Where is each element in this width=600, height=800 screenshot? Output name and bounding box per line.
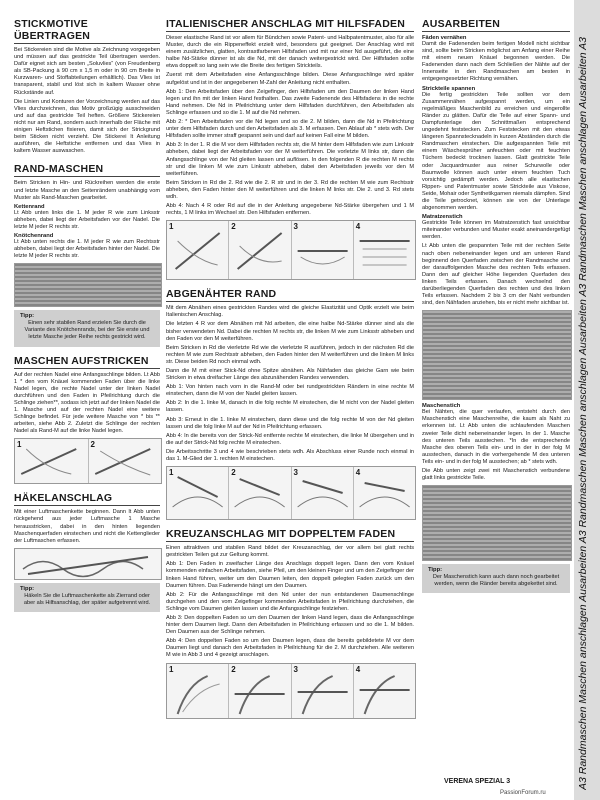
paragraph: Abb 4: In die bereits von der Strick-Nd entfernte rechte M einstechen, die linke M übergehen und in die auf der Strick-Nd folg rechte M einstechen. xyxy=(166,432,414,446)
paragraph: Abb 3: In der 1. R die M vor dem Hilfsfaden rechts str, die M hinter dem Hilfsfaden wie zum Linksstr abheben, dabei liegt der Arbeitsfaden vor der M weiterführen. Die vorletzte M links str, dann die Anfangsschlinge von der Nd gleiten lassen und auflösen. In den folgenden R die rechten M rechts str und die linken M wie zum Linksstr abheben, dabei den Arbeitsfaden jeweils vor den M weiterführen. xyxy=(166,142,414,177)
mattress-stitch-photo xyxy=(422,310,572,400)
paragraph: Abb 1: Von hinten nach vorn in die Rand-M oder bei rundgestrickten Rändern in eine rechte M einstechen, dann die M von der Nadel gleiten lassen. xyxy=(166,384,414,398)
figure-2: 2 xyxy=(229,664,291,718)
grafting-stitch-photo xyxy=(422,485,572,561)
section-stickmotive xyxy=(14,18,160,155)
paragraph: Abb 4: Nach 4 R oder Rd auf die in der Anleitung angegebene Nd-Stärke übergehen und 1 M rechts, 1 M links im Wechsel str. Den Hilfsfaden entfernen. xyxy=(166,203,414,217)
column-right xyxy=(422,18,570,601)
illustration-italienisch xyxy=(166,220,416,280)
paragraph: Lt Abb unten die gespannten Teile mit der rechten Seite nach oben nebeneinander legen und am unteren Rand beginnend den Querfaden zwischen der Randmasche und der darauffolgenden Masche des rechten Teils erfassen. Dann den auf gleicher Höhe liegenden Querfaden des linken Teils erfassen. Danach wechselnd den darüberliegenden Querfaden des rechten und des linken Teils erfassen. Nachdem 2 bis 3 cm der Naht verbunden sind, den Nähfaden anziehen, bis er nicht mehr sichtbar ist. xyxy=(422,243,570,307)
tip-text: Der Maschenstich kann auch dann noch gearbeitet werden, wenn die Ränder bereits abgekettet sind. xyxy=(432,574,560,588)
paragraph: Abb 1: Den Arbeitsfaden über den Zeigefinger, den Hilfsfaden um den Daumen der linken Hand legen und ihn mit der linken Hand festhalten. Das zweite Fadenende des Hilfsfadens in die rechte Hand nehmen. Die Nd in Pfeilrichtung unter dem Hilfsfaden durchführen, den Arbeitsfaden als Schlinge erfassen und so die 1. M auf die Nd nehmen. xyxy=(166,88,414,116)
figure-3: 3 xyxy=(292,467,354,519)
paragraph: Abb 2: In die 1. linke M, danach in die folg rechte M einstechen, die M nicht von der Nadel gleiten lassen. xyxy=(166,400,414,414)
paragraph: Die fertig gestrickten Teile sollten vor dem Zusammennähen aufgespannt werden, um ein regelmäßiges Maschenbild zu erreichen und eingerollte Ränder zu glätten. Dafür die Teile auf einer Spann- und Dampfunterlage den Schnittmaßen entsprechend ungedehnt feststecken. Zum Feststecken mit den etwas längeren Spannstecknadeln in kurzen Abständen durch die Randmaschen einstechen. Die aufgespannten Teile mit einem Wäschesprüher anfeuchten oder mit feuchten Tüchern bedeckt trocknen lassen. Glatt gestrickte Teile oder Jacquardmuster aus reiner Schurwolle oder Baumwolle können auch unter einem feuchten Tuch vorsichtig gedämpft werden. Jedoch alle elastischen Rippen- und Patentmuster sowie Strickteile aus Viskose, Seide, Mohair oder Synthetikgarnen niemals dämpfen. Sind die Teile getrocknet, können sie von der Unterlage abgenommen werden. xyxy=(422,91,570,212)
section-title: HÄKELANSCHLAG xyxy=(14,492,160,506)
tip-box xyxy=(14,310,160,346)
figure-2: 2 xyxy=(229,467,291,519)
tip-label: Tipp: xyxy=(20,313,35,320)
paragraph: Beim Stricken in Hin- und Rückreihen werden die erste und letzte Masche an den Seitenrändern unabhängig vom Muster als Rand-Maschen gearbeitet. xyxy=(14,180,160,201)
sidebar-text: A3 Randmaschen Maschen anschlagen Ausarbeiten A3 Randmaschen Maschen anschlagen Ausarbeiten A3 Randmaschen Maschen anschlagen Ausarbeiten A3 xyxy=(577,37,589,790)
figure-4: 4 xyxy=(354,467,415,519)
paragraph: Die Linien und Konturen der Vorzeichnung werden auf das Vlies durchzeichnen, das Motiv großzügig ausschneiden und auf das gestrickte Teil heften. Größere Stickereien nicht nur am Rand, sondern auch innerhalb der Fläche mit einigen Heftstichen fixieren, damit sich der Strickgrund beim Sticken nicht verzieht. Die Stickerei lt Anleitung ausführen, die Heftstiche entfernen und das Vlies in kaltem Wasser auswaschen. xyxy=(14,98,160,155)
tip-box xyxy=(14,583,160,612)
section-title: STICKMOTIVE ÜBERTRAGEN xyxy=(14,18,160,44)
illustration-aufstricken xyxy=(14,438,162,484)
paragraph: Damit die Fadenenden beim fertigen Modell nicht sichtbar sind, sollte beim Stricken möglichst am Anfang einer Reihe mit einem neuen Knäuel begonnen werden. Die Fadenenden dann nach dem Schließen der Nähte auf der Innenseite in den Randmaschen am besten in entgegengesetzter Richtung vernähen. xyxy=(422,41,570,83)
edge-stitch-photo xyxy=(14,263,162,307)
subheading: Matratzenstich xyxy=(422,214,463,221)
section-italienischer-anschlag xyxy=(166,18,414,280)
illustration-haekelanschlag xyxy=(14,548,162,580)
chapter-sidebar xyxy=(574,0,600,800)
paragraph: Lt Abb unten rechts die 1. M jeder R wie zum Rechtsstr abheben, dabei liegt der Arbeitsfaden hinter der Nadel. Die letzte M jeder R rechts str. xyxy=(14,238,160,260)
section-abgenaehter-rand xyxy=(166,288,414,520)
subheading: Kettenrand xyxy=(14,203,45,210)
section-ausarbeiten xyxy=(422,18,570,593)
paragraph: Die Arbeitsschritte 3 und 4 wie beschrieben stets wdh. Als Abschluss einer Runde noch einmal in das 1. M-Glied der 1. rechten M einstechen. xyxy=(166,448,414,463)
figure-4: 4 xyxy=(354,664,415,718)
paragraph: Mit dem Abnähen eines gestrickten Randes wird die gleiche Elastizität und Optik erzielt wie beim Italienischen Anschlag. xyxy=(166,305,414,319)
illustration-abgenaeht xyxy=(166,466,416,520)
paragraph: Zuerst mit dem Arbeitsfaden eine Anfangsschlinge bilden. Diese Anfangsschlinge wird später aufgelöst und ist in der angegebenen M-Zahl der Anleitung nicht enthalten. xyxy=(166,72,414,86)
illustration-kreuzanschlag xyxy=(166,663,416,719)
paragraph: Abb 2: * Den Arbeitsfaden vor die Nd legen und so die 2. M bilden, dann die Nd in Pfeilrichtung unter dem Hilfsfaden durch und den Arbeitsfaden als 3. M erfassen. Den Ablauf ab * stets wdh. Der Hilfsfaden sollte immer straff gespannt sein und darf auf keinen Fall eine M bilden. xyxy=(166,119,414,140)
figure-3: 3 xyxy=(292,664,354,718)
column-left xyxy=(14,18,160,620)
section-title: KREUZANSCHLAG MIT DOPPELTEM FADEN xyxy=(166,528,414,542)
paragraph: Beim Stricken in Rd die vierletzte Rd wie die vierletzte R ausführen, jedoch in der nächsten Rd die rechten M wie zum Rechtsstr abheben, den Faden hinter den M weiterführen und die linken M links str. Diese beiden Rd noch einmal wdh. xyxy=(166,344,414,365)
section-title: AUSARBEITEN xyxy=(422,18,570,32)
figure-4: 4 xyxy=(354,221,415,279)
subheading: Strickteile spannen xyxy=(422,85,476,92)
paragraph: Bei Nähten, die quer verlaufen, entsteht durch den Maschenstich eine Maschenreihe, die kaum als Naht zu erkennen ist. Lt Abb unten die schlaufenden Maschen zweier Teile dicht nebeneinander legen. In der 1. Masche des unteren Teils ausstechen. *In die entsprechende Masche des oberen Teils ein- und in der in der folg M ausstechen, danach in die vorhergehende M des unteren Teils ein- und in der folg M ausstechen; ab * stets wdh. xyxy=(422,409,570,465)
paragraph: Gestrickte Teile können im Matratzenstich fast unsichtbar miteinander verbunden und Muster exakt aneinandergefügt werden. xyxy=(422,220,570,241)
paragraph: Dann die M mit einer Stick-Nd ohne Spitze abnähen. Als Nähfaden das gleiche Garn wie beim Stricken in etwa dreifacher Länge des abzunähenden Randes verwenden. xyxy=(166,368,414,382)
tip-box xyxy=(422,564,570,593)
subheading: Fäden vernähen xyxy=(422,35,467,41)
figure-1: 1 xyxy=(167,664,229,718)
paragraph: Beim Stricken in Rd die 2. Rd wie die 2. R str und in der 3. Rd die rechten M wie zum Rechtsstr abheben, den Faden hinter den M weiterführen und die linken M links str. Die 2. und 3. Rd stets wdh. xyxy=(166,179,414,200)
figure-1: 1 xyxy=(15,439,89,483)
column-middle xyxy=(166,18,414,727)
tip-text: Häkeln Sie die Luftmaschenkette als Zierrand oder aber als Hilfsanschlag, der später aufgetrennt wird. xyxy=(23,592,151,606)
figure-1: 1 xyxy=(167,467,229,519)
figure-2: 2 xyxy=(229,221,291,279)
tip-text: Einen sehr stabilen Rand erzielen Sie durch die Variante des Knötchenrands, bei der Sie erste und letzte Masche jeder Reihe rechts gestrickt wird. xyxy=(24,320,150,341)
paragraph: Abb 3: Den doppelten Faden so um den Daumen der linken Hand legen, dass die Anfangsschlinge hinter dem Daumen liegt. Dann den Arbeitsfaden in Pfeilrichtung erfassen und so die 1. M bilden. Den Daumen aus der Schlinge nehmen. xyxy=(166,614,414,636)
page-footer-brand: VERENA SPEZIAL 3 xyxy=(444,778,511,785)
paragraph: Einen attraktiven und stabilen Rand bildet der Kreuzanschlag, der vor allem bei glatt rechts gestrickten Teilen gut zur Geltung kommt. xyxy=(166,545,414,559)
section-title: RAND-MASCHEN xyxy=(14,163,160,177)
subheading: Maschenstich xyxy=(422,403,461,410)
figure-crochet-chain xyxy=(15,549,161,579)
page-footer-watermark: PassionForum.ru xyxy=(500,790,546,796)
subheading: Knötchenrand xyxy=(14,232,54,239)
paragraph: Dieser elastische Rand ist vor allem für Bündchen sowie Patent- und Halbpatentmuster, also für alle Muster, durch die ein Rippeneffekt erzielt wird, besonders gut geeignet. Der Anschlag wird mit einem zusätzlichen, glatten, kontrastfarbenen Hilfsfaden und mit nur einer Nd ausgeführt, die eine halbe Nd-Stärke dünner ist als die Nd, mit der danach weitergestrickt wird. Der Hilfsfaden sollte etwa doppelt so lang sein wie die Breite des fertigen Strickteils. xyxy=(166,35,414,70)
section-title: ITALIENISCHER ANSCHLAG MIT HILFSFADEN xyxy=(166,18,414,32)
paragraph: Abb 1: Den Faden in zweifacher Länge des Anschlags doppelt legen. Dann den vom Knäuel kommenden einfachen Arbeitsfaden, siehe Pfeil, um den kleinen Finger und um den Zeigefinger der linken Hand führen, weiter um den Daumen leiten, den doppelt gelegten Faden zurück um den Daumen führen. Das Fadenende hängt um den Daumen. xyxy=(166,561,414,589)
paragraph: Mit einer Luftmaschenkette beginnen. Dann lt Abb unten rückgehend aus jeder Luftmasche 1 Masche herausstricken, dabei in den hinten liegenden Maschenquerfaden einstechen und nicht die Kettenglieder der Luftmaschen erfassen. xyxy=(14,509,160,544)
paragraph: Bei Stickereien sind die Motive als Zeichnung vorgegeben und müssen auf das gestrickte Teil übertragen werden. Dafür eignet sich am besten „Soluvlies“ (von Freudenberg als SB-Packung à 90 cm x 1,5 m oder in 90 cm Breite in Kurzwaren- und Stoffabteilungen erhältlich). Das Vlies ist transparent, stabil und löst sich in kaltem Wasser ohne Rückstände auf. xyxy=(14,47,160,96)
tip-label: Tipp: xyxy=(20,585,35,592)
paragraph: Die letzten 4 R vor dem Abnähen mit Nd arbeiten, die eine halbe Nd-Stärke dünner sind als die bisher verwendeten Nd. Dabei die rechten M rechts str, die linken M wie zum Linksstr abheben und den Faden vor den M weiterführen. xyxy=(166,321,414,342)
section-title: MASCHEN AUFSTRICKEN xyxy=(14,355,160,369)
paragraph: Abb 2: Für die Anfangsschlinge mit den Nd unter der nun entstandenen Daumenschlinge durchgehen und den vom Zeigefinger kommenden Arbeitsfaden in Pfeilrichtung durchziehen, die Schlinge vom Daumen gleiten lassen und die Anfangsschlinge festziehen. xyxy=(166,591,414,612)
paragraph: Abb 3: Erneut in die 1. linke M einstechen, dann diese und die folg rechte M von der Nd gleiten lassen und die folg linke M auf der Nd in Pfeilrichtung erfassen. xyxy=(166,416,414,430)
paragraph: Auf der rechten Nadel eine Anfangsschlinge bilden. Lt Abb 1 * den vom Knäuel kommenden Faden über die linke Nadel legen, die rechte Nadel unter der linken Nadel durchführen und den Faden in Pfeilrichtung durch die Schlinge ziehen**, sodass ich jetzt auf der linken Nadel die 1. Masche und auf der rechten Nadel eine weitere Schlinge befindet. Für jede weitere Masche von * bis ** arbeiten, siehe Abb 2. Zuletzt die Schlinge der rechten Nadel als Rand-M auf die linke Nadel legen. xyxy=(14,371,160,435)
section-maschen-aufstricken xyxy=(14,355,160,485)
tip-label: Tipp: xyxy=(428,567,443,574)
section-title: ABGENÄHTER RAND xyxy=(166,288,414,302)
section-haekelanschlag xyxy=(14,492,160,612)
figure-1: 1 xyxy=(167,221,229,279)
paragraph: Die Abb unten zeigt zwei mit Maschenstich verbundene glatt links gestrickte Teile. xyxy=(422,468,570,482)
figure-3: 3 xyxy=(292,221,354,279)
section-kreuzanschlag xyxy=(166,528,414,718)
paragraph: Abb 4: Den doppelten Faden so um den Daumen legen, dass die bereits gebildetete M vor dem Daumen liegt und danach den Arbeitsfaden in Pfeilrichtung für die 2. M durchziehen. Alle weiteren M wie in Abb 3 und 4 gezeigt anschlagen. xyxy=(166,638,414,659)
paragraph: Lt Abb unten links die 1. M jeder R wie zum Linksstr abheben, dabei liegt der Arbeitsfaden vor der Nadel. Die letzte M jeder R rechts str. xyxy=(14,209,160,230)
section-rand-maschen xyxy=(14,163,160,346)
figure-2: 2 xyxy=(89,439,162,483)
